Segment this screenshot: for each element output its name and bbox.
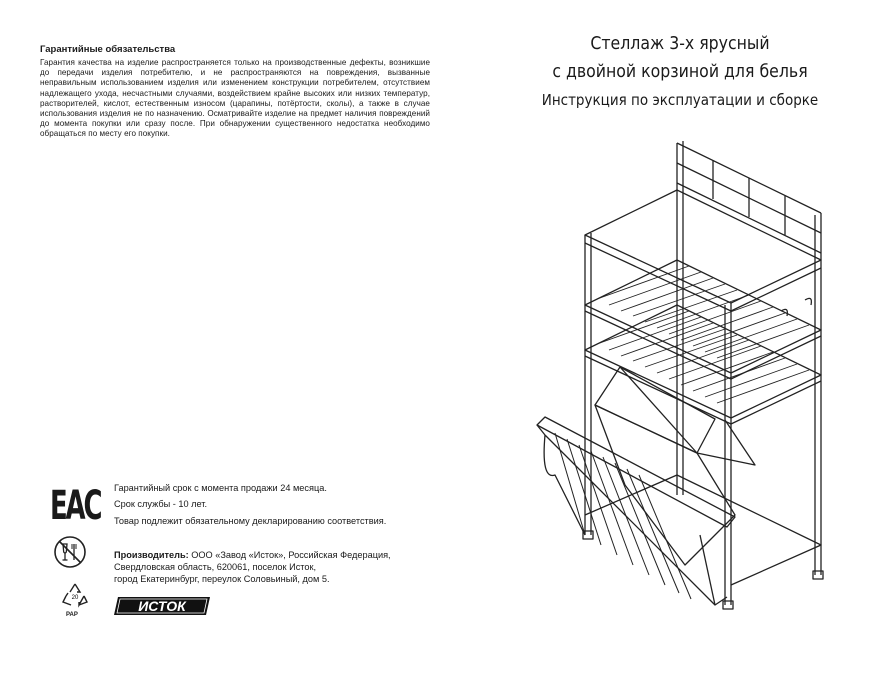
producer-info [114, 549, 444, 585]
warranty-text: Гарантия качества на изделие распространяется только на производственные дефекты, возникшие до передачи изделия потребителю, и не распространяются на повреждения, вызванные неправильным использованием изделия или изменением конструкции потребителем, отсутствием надлежащего ухода, несчастными случаями, воздействием крайне высоких или низких температур, растворителей, кислот, естественным износом (царапины, потёртости, сколы), а также в случае использования изделия не по назначению. Осматривайте изделие на предмет наличия повреждений до момента покупки или сразу после. При обнаружении существенного недостатка необходимо обращаться по месту его покупки. [40, 58, 430, 139]
warranty-heading: Гарантийные обязательства [40, 44, 176, 55]
recycle-code: 20 [71, 595, 79, 601]
manual-subtitle: Инструкция по эксплуатации и сборке [541, 91, 819, 109]
brand-logo [112, 594, 212, 618]
product-title-line1: Стеллаж 3-х ярусный [590, 34, 770, 54]
product-title-line2: с двойной корзиной для белья [552, 62, 808, 82]
producer-line3: город Екатеринбург, переулок Соловьиный, дом 5. [114, 574, 330, 584]
warranty-section [40, 44, 430, 140]
shelf-illustration [525, 135, 835, 615]
producer-line1: ООО «Завод «Исток», Российская Федерация, [188, 550, 391, 560]
recycle-label: PAP [66, 612, 78, 618]
brand-name: ИСТОК [138, 598, 186, 614]
not-for-food-icon [53, 535, 87, 569]
eac-mark: ЕАС [50, 483, 101, 529]
recycle-icon [60, 580, 90, 610]
warranty-period: Гарантийный срок с момента продажи 24 месяца. [114, 483, 327, 493]
producer-label: Производитель: [114, 550, 189, 560]
service-life: Срок службы - 10 лет. [114, 499, 208, 509]
producer-line2: Свердловская область, 620061, поселок Исток, [114, 562, 317, 572]
declaration-note: Товар подлежит обязательному декларированию соответствия. [114, 516, 387, 526]
